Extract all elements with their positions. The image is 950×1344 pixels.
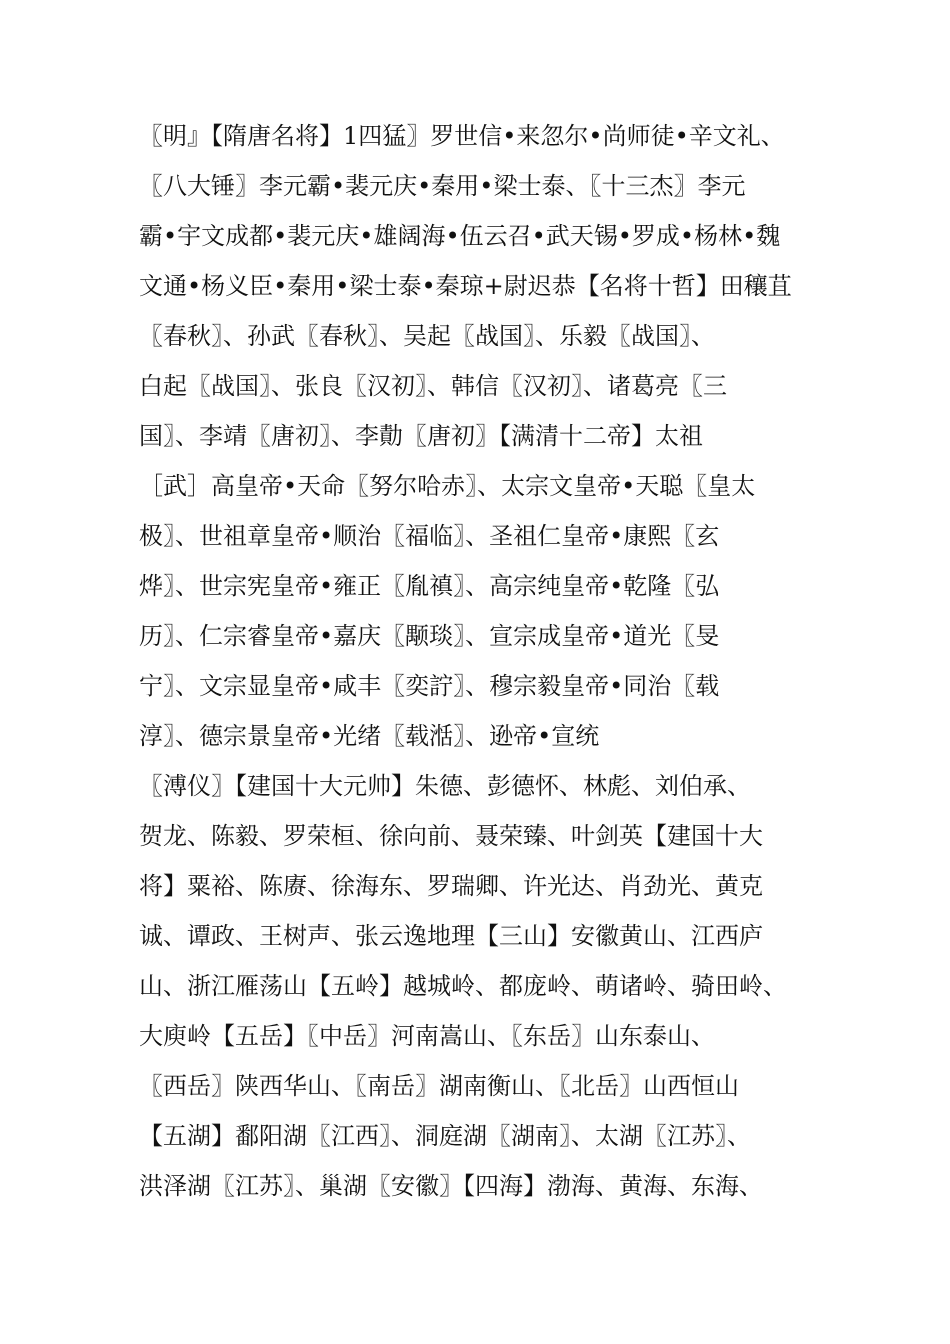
text-line: 贺龙、陈毅、罗荣桓、徐向前、聂荣臻、叶剑英【建国十大	[139, 822, 763, 850]
text-line: 洪泽湖〖江苏〗、巢湖〖安徽〗【四海】渤海、黄海、东海、	[139, 1172, 763, 1200]
text-line: 将】粟裕、陈赓、徐海东、罗瑞卿、许光达、肖劲光、黄克	[139, 872, 763, 900]
text-line: 烨〗、世宗宪皇帝•雍正〖胤禛〗、高宗纯皇帝•乾隆〖弘	[139, 572, 720, 600]
text-line: 宁〗、文宗显皇帝•咸丰〖奕詝〗、穆宗毅皇帝•同治〖载	[139, 672, 720, 700]
text-line: 历〗、仁宗睿皇帝•嘉庆〖颙琰〗、宣宗成皇帝•道光〖旻	[139, 622, 720, 650]
text-line: 山、浙江雁荡山【五岭】越城岭、都庞岭、萌诸岭、骑田岭、	[139, 972, 787, 1000]
text-line: 〖八大锤〗李元霸•裴元庆•秦用•梁士泰、〖十三杰〗李元	[139, 172, 746, 200]
text-line: 【五湖】鄱阳湖〖江西〗、洞庭湖〖湖南〗、太湖〖江苏〗、	[139, 1122, 751, 1150]
text-line: 〖春秋〗、孙武〖春秋〗、吴起〖战国〗、乐毅〖战国〗、	[139, 322, 715, 350]
body-text	[139, 111, 839, 1211]
text-line: 〖明』【隋唐名将】1四猛〗罗世信•来忽尔•尚师徒•辛文礼、	[139, 122, 785, 150]
text-line: 国〗、李靖〖唐初〗、李勣〖唐初〗【满清十二帝】太祖	[139, 422, 703, 450]
text-line: 〖溥仪〗【建国十大元帅】朱德、彭德怀、林彪、刘伯承、	[139, 772, 751, 800]
text-line: 极〗、世祖章皇帝•顺治〖福临〗、圣祖仁皇帝•康熙〖玄	[139, 522, 720, 550]
text-line: 霸•宇文成都•裴元庆•雄阔海•伍云召•武天锡•罗成•杨林•魏	[139, 222, 781, 250]
text-line: 白起〖战国〗、张良〖汉初〗、韩信〖汉初〗、诸葛亮〖三	[139, 372, 727, 400]
text-line: 文通•杨义臣•秦用•梁士泰•秦琼+尉迟恭【名将十哲】田穰苴	[139, 272, 792, 300]
text-line: 淳〗、德宗景皇帝•光绪〖载湉〗、逊帝•宣统	[139, 722, 600, 750]
text-line: 诚、谭政、王树声、张云逸地理【三山】安徽黄山、江西庐	[139, 922, 763, 950]
text-line: ［武］高皇帝•天命〖努尔哈赤〗、太宗文皇帝•天聪〖皇太	[139, 472, 756, 500]
text-line: 〖西岳〗陕西华山、〖南岳〗湖南衡山、〖北岳〗山西恒山	[139, 1072, 739, 1100]
text-line: 大庾岭【五岳】〖中岳〗河南嵩山、〖东岳〗山东泰山、	[139, 1022, 715, 1050]
